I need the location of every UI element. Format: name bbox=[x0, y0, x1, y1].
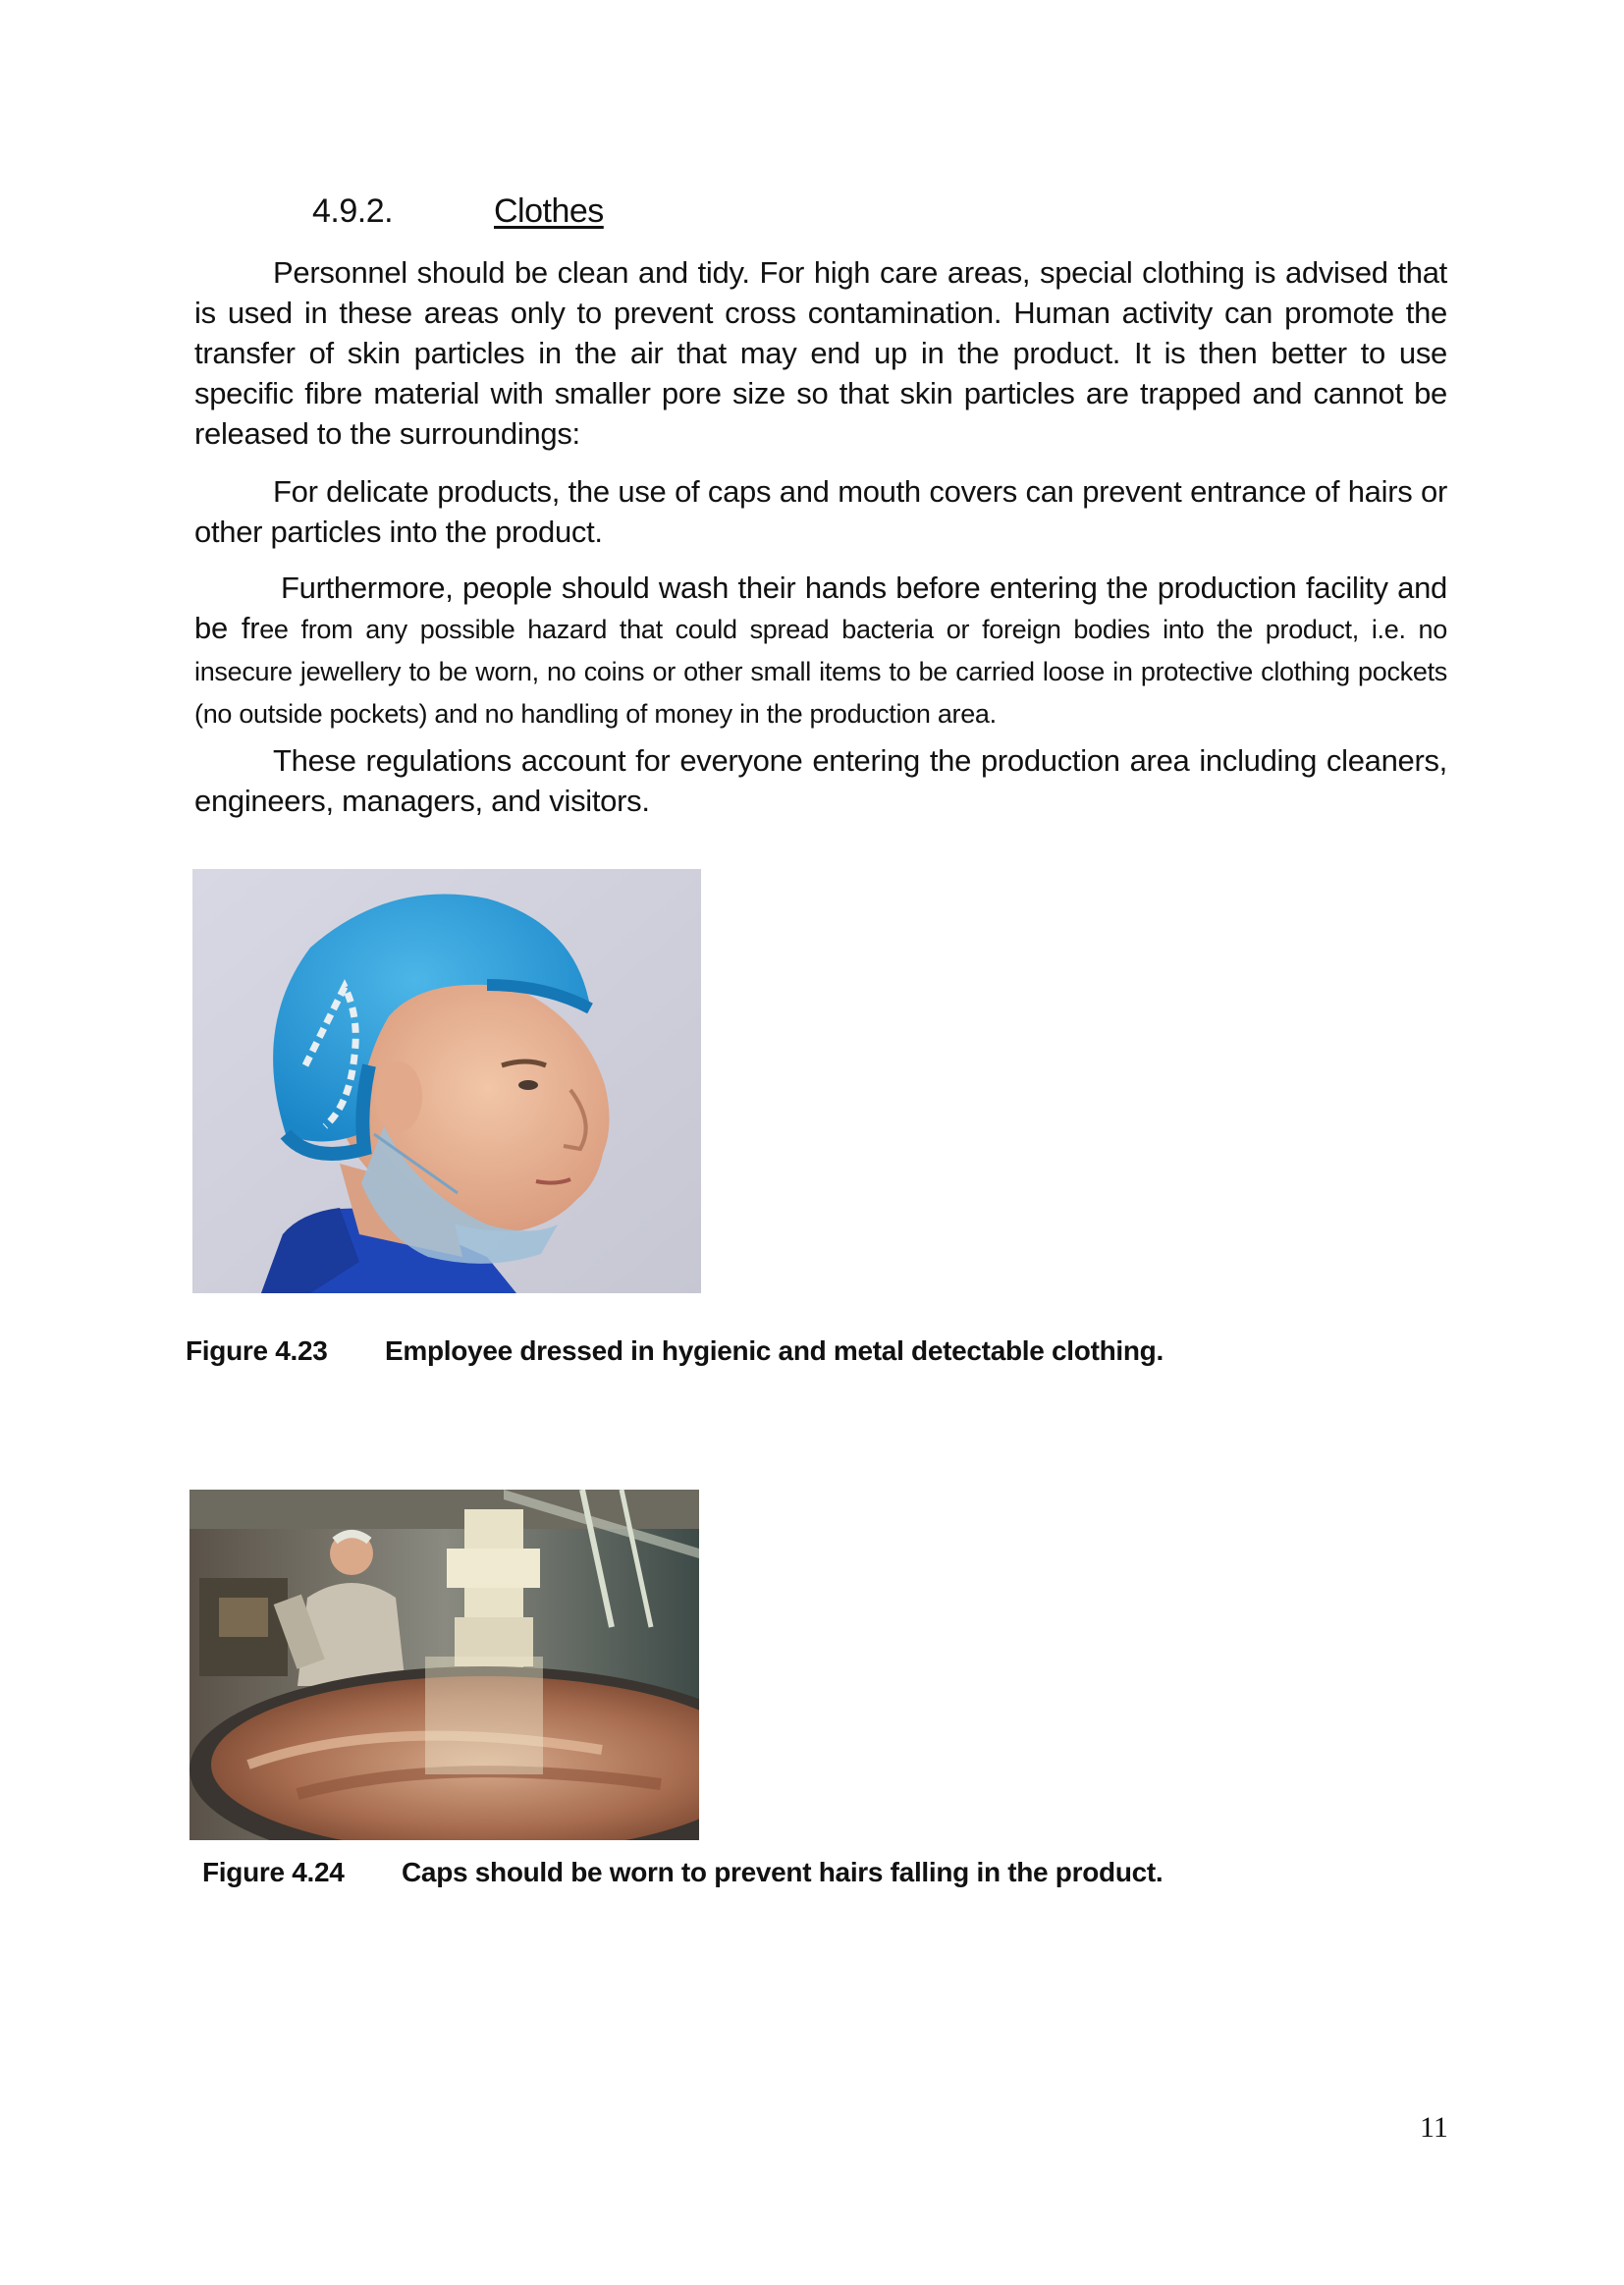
paragraph-regulations-scope: These regulations account for everyone entering the production area including cleaners, engineers, managers, and visitors. bbox=[194, 743, 1447, 818]
section-heading bbox=[312, 192, 604, 231]
paragraph-clothing-advice: Personnel should be clean and tidy. For high care areas, special clothing is advised that is used in these areas only to prevent cross contamination. Human activity can promote the transfer of skin particles in the air that may end up in the product. It is then better to use specific fibre material with smaller pore size so that skin particles are trapped and cannot be released to the surroundings: bbox=[194, 255, 1447, 451]
section-title: Clothes bbox=[494, 192, 604, 230]
figure-label: Figure 4.23 bbox=[186, 1335, 328, 1366]
production-mixer-illustration bbox=[189, 1490, 699, 1840]
section-number: 4.9.2. bbox=[312, 192, 394, 230]
paragraph-hand-washing-rest: ee from any possible hazard that could spread bacteria or foreign bodies into the product, i.e. no insecure jewellery to be worn, no coins or other small items to be carried loose in protective clothing pockets (no outside pockets) and no handling of money in the production area. bbox=[194, 615, 1447, 729]
figure-photo-production-mixer bbox=[189, 1490, 699, 1840]
figure-caption-text: Caps should be worn to prevent hairs falling in the product. bbox=[402, 1857, 1164, 1887]
paragraph-hand-washing bbox=[194, 568, 1447, 734]
figure-caption-text: Employee dressed in hygienic and metal detectable clothing. bbox=[385, 1335, 1164, 1366]
figure-caption-4-24 bbox=[202, 1857, 1163, 1888]
figure-photo-hairnet-employee bbox=[192, 869, 701, 1293]
page-number: 11 bbox=[1420, 2111, 1448, 2144]
figure-caption-4-23 bbox=[186, 1335, 1164, 1367]
paragraph-caps-mouth-covers: For delicate products, the use of caps and mouth covers can prevent entrance of hairs or other particles into the product. bbox=[194, 474, 1447, 549]
hairnet-employee-illustration bbox=[192, 869, 701, 1293]
figure-label: Figure 4.24 bbox=[202, 1857, 345, 1887]
paragraph-hand-washing-lead: Furthermore, people should wash their hands before entering the production facility and be fr bbox=[194, 571, 1447, 645]
